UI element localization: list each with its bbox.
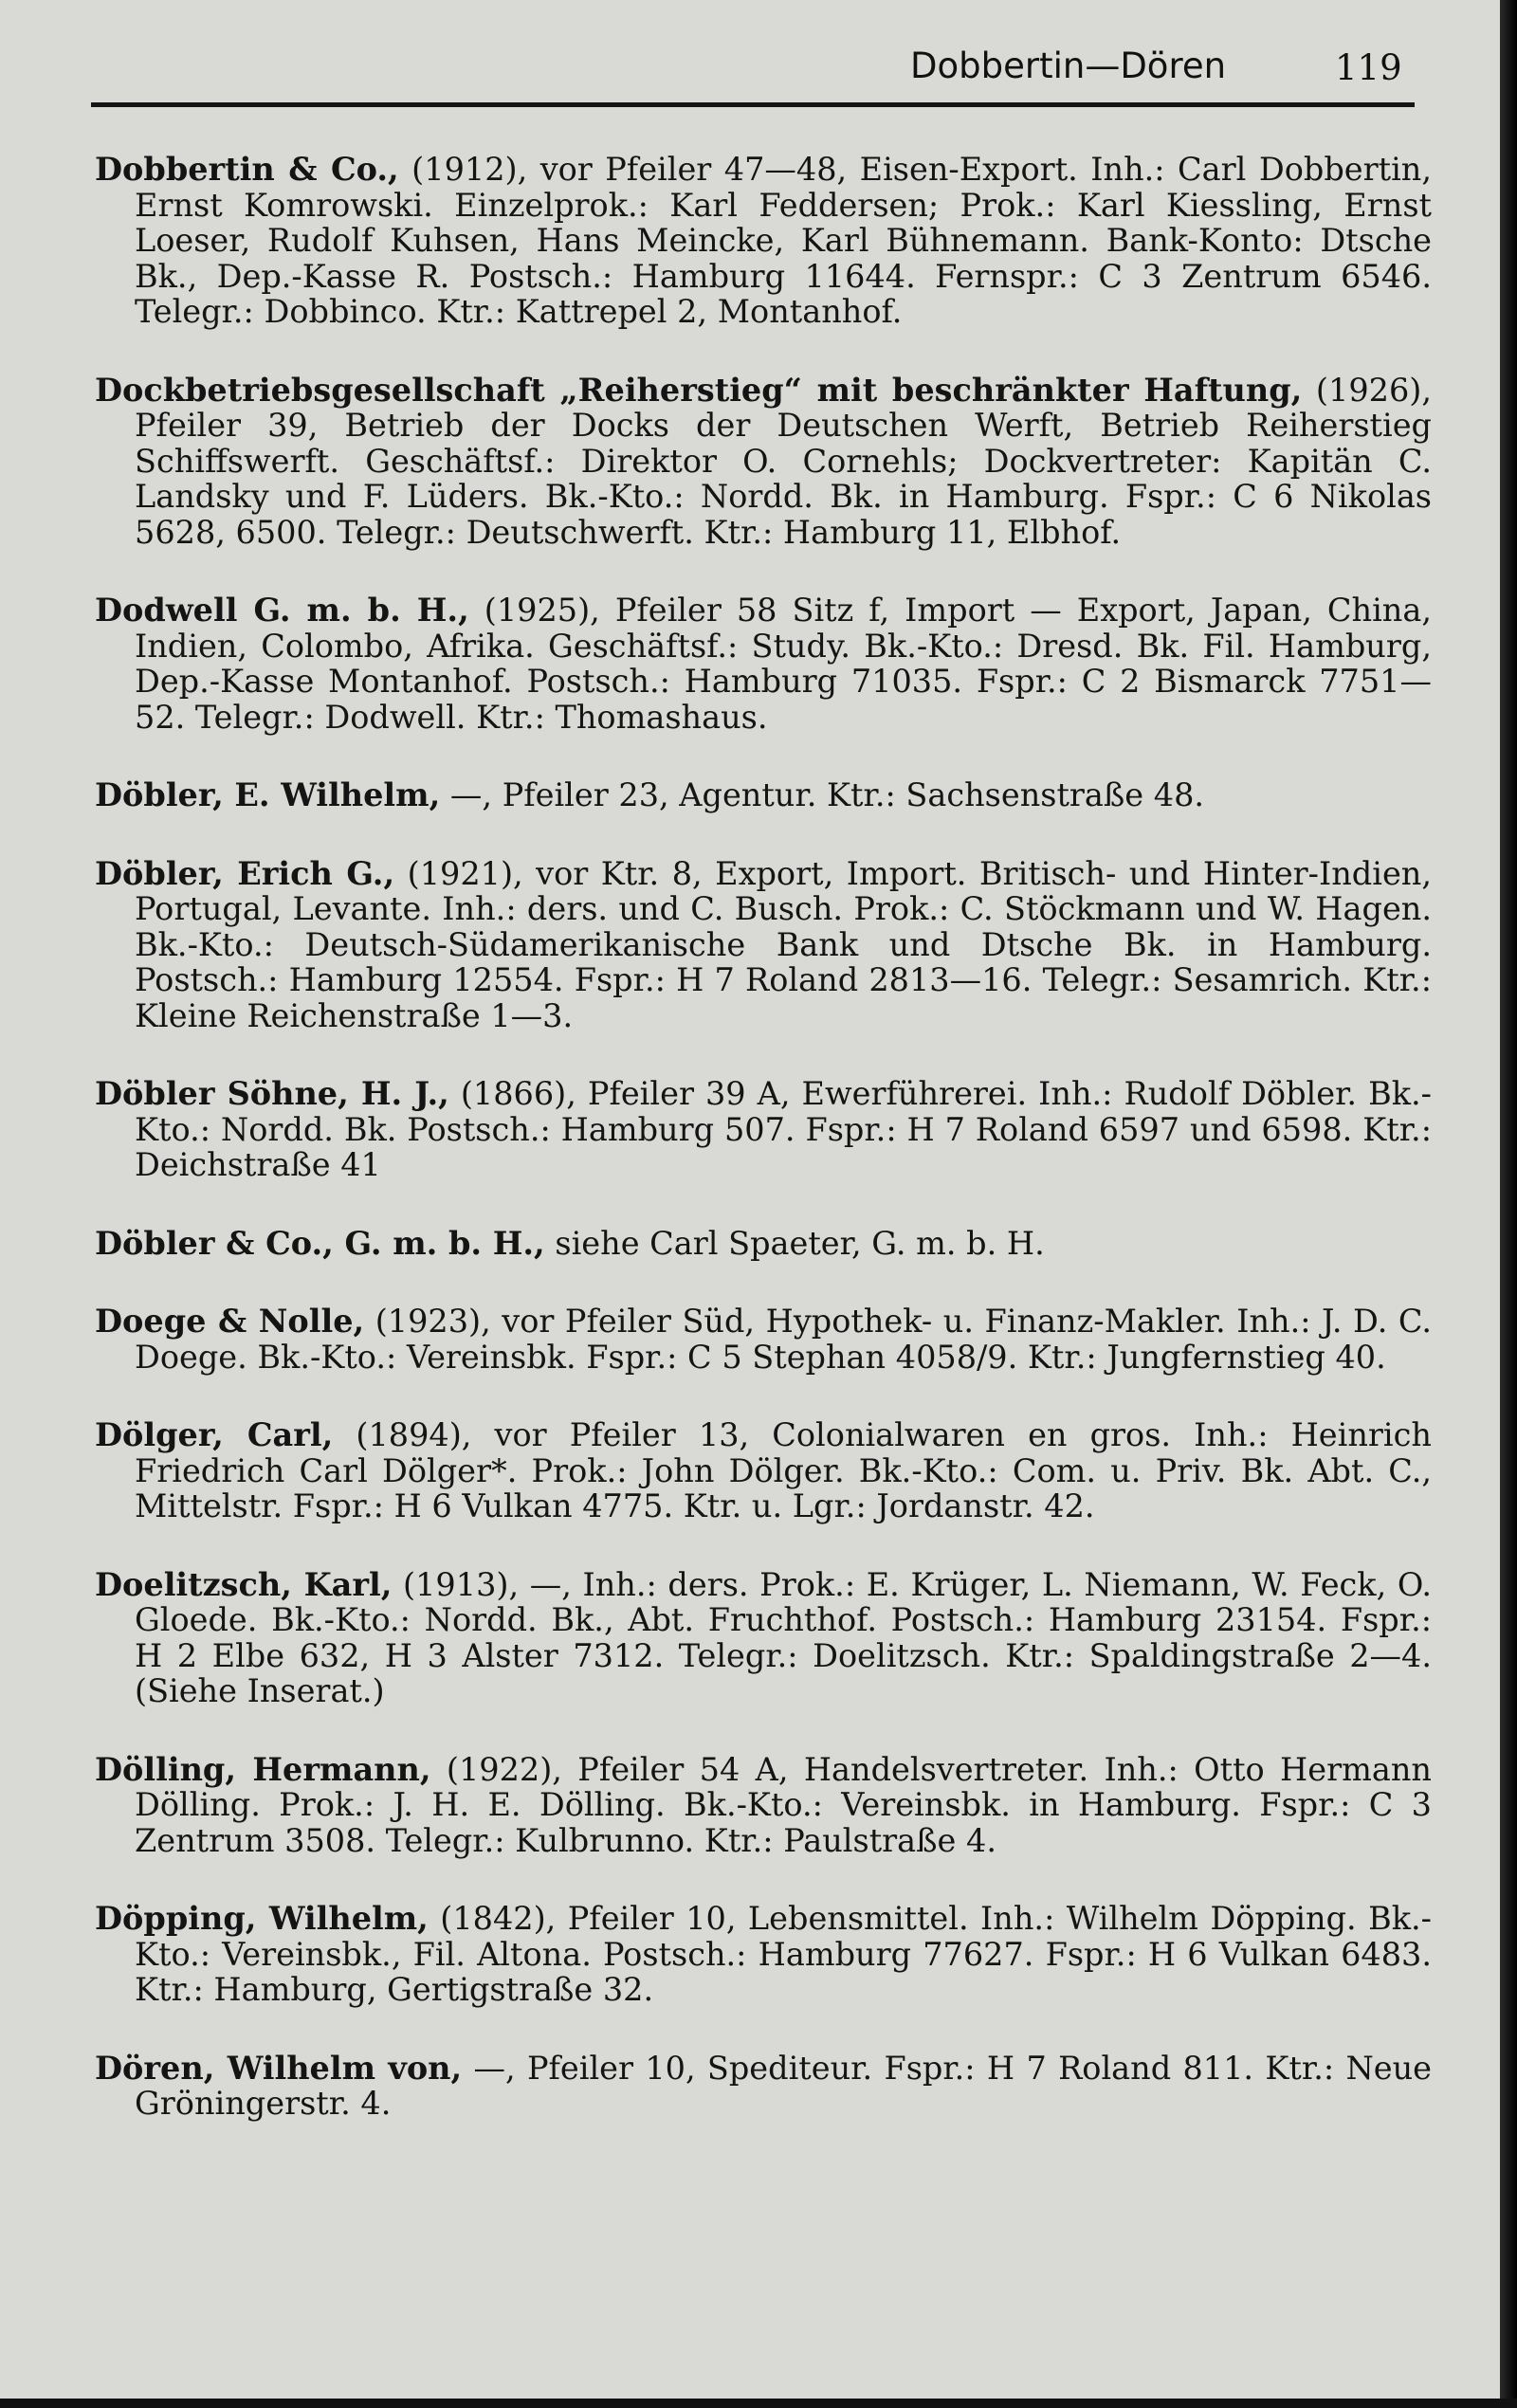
page-edge-shadow (1500, 0, 1517, 2408)
directory-entry (95, 593, 1432, 735)
entry-name: Doege & Nolle, (95, 1303, 365, 1340)
entry-text: (1912), vor Pfeiler 47—48, Eisen-Export. Inh.: Carl Dobbertin, Ernst Komrowski. Einzelprok.: Karl Feddersen; Prok.: Karl Kiessling, Ernst Loeser, Rudolf Kuhsen, Hans Meincke, Karl Bühnemann. Bank-Konto: Dtsche Bk., Dep.-Kasse R. Postsch.: Hamburg 11644. Fernspr.: C 3 Zentrum 6546. Telegr.: Dobbinco. Ktr.: Kattrepel 2, Montanhof. (135, 151, 1433, 330)
directory-entry (95, 1304, 1432, 1375)
directory-entry (95, 1076, 1432, 1183)
page-number: 119 (1335, 47, 1402, 88)
directory-entry (95, 373, 1432, 551)
entry-text: (1926), Pfeiler 39, Betrieb der Docks der Deutschen Werft, Betrieb Reiherstieg Schiffswerft. Geschäftsf.: Direktor O. Cornehls; Dockvertreter: Kapitän C. Landsky und F. Lüders. Bk.-Kto.: Nordd. Bk. in Hamburg. Fspr.: C 6 Nikolas 5628, 6500. Telegr.: Deutschwerft. Ktr.: Hamburg 11, Elbhof. (135, 371, 1432, 551)
entry-text: (1921), vor Ktr. 8, Export, Import. Britisch- und Hinter-Indien, Portugal, Levante. Inh.: ders. und C. Busch. Prok.: C. Stöckmann und W. Hagen. Bk.-Kto.: Deutsch-Südamerikanische Bank und Dtsche Bk. in Hamburg. Postsch.: Hamburg 12554. Fspr.: H 7 Roland 2813—16. Telegr.: Sesamrich. Ktr.: Kleine Reichenstraße 1—3. (135, 854, 1432, 1034)
entry-text: (1894), vor Pfeiler 13, Colonialwaren en gros. Inh.: Heinrich Friedrich Carl Dölger*. Prok.: John Dölger. Bk.-Kto.: Com. u. Priv. Bk. Abt. C., Mittelstr. Fspr.: H 6 Vulkan 4775. Ktr. u. Lgr.: Jordanstr. 42. (135, 1416, 1432, 1524)
directory-entry (95, 856, 1432, 1034)
entry-name: Dören, Wilhelm von, (95, 2049, 463, 2087)
entry-text: siehe Carl Spaeter, G. m. b. H. (544, 1224, 1045, 1262)
entry-text: (1913), —, Inh.: ders. Prok.: E. Krüger, L. Niemann, W. Feck, O. Gloede. Bk.-Kto.: Nordd. Bk., Abt. Fruchthof. Postsch.: Hamburg 23154. Fspr.: H 2 Elbe 632, H 3 Alster 7312. Telegr.: Doelitzsch. Ktr.: Spaldingstraße 2—4. (Siehe Inserat.) (135, 1565, 1432, 1709)
entry-name: Doelitzsch, Karl, (95, 1565, 393, 1603)
directory-entry (95, 2051, 1432, 2122)
entry-name: Döbler, Erich G., (95, 854, 395, 892)
directory-entry (95, 1901, 1432, 2008)
entry-name: Dobbertin & Co., (95, 151, 399, 188)
entry-text: (1866), Pfeiler 39 A, Ewerführerei. Inh.: Rudolf Döbler. Bk.-Kto.: Nordd. Bk. Postsch.: Hamburg 507. Fspr.: H 7 Roland 6597 und 6598. Ktr.: Deichstraße 41 (135, 1075, 1432, 1183)
entry-name: Döbler & Co., G. m. b. H., (95, 1224, 545, 1262)
entry-text: —, Pfeiler 10, Spediteur. Fspr.: H 7 Roland 811. Ktr.: Neue Gröningerstr. 4. (135, 2049, 1432, 2122)
entry-text: (1923), vor Pfeiler Süd, Hypothek- u. Finanz-Makler. Inh.: J. D. C. Doege. Bk.-Kto.: Vereinsbk. Fspr.: C 5 Stephan 4058/9. Ktr.: Jungfernstieg 40. (135, 1303, 1432, 1376)
entry-text: (1922), Pfeiler 54 A, Handelsvertreter. Inh.: Otto Hermann Dölling. Prok.: J. H. E. Dölling. Bk.-Kto.: Vereinsbk. in Hamburg. Fspr.: C 3 Zentrum 3508. Telegr.: Kulbrunno. Ktr.: Paulstraße 4. (135, 1750, 1432, 1859)
entry-list (95, 152, 1432, 2122)
directory-entry (95, 777, 1432, 813)
entry-name: Dockbetriebsgesellschaft „Reiherstieg“ mit beschränkter Haftung, (95, 371, 1303, 409)
entry-text: (1925), Pfeiler 58 Sitz f, Import — Export, Japan, China, Indien, Colombo, Afrika. Geschäftsf.: Study. Bk.-Kto.: Dresd. Bk. Fil. Hamburg, Dep.-Kasse Montanhof. Postsch.: Hamburg 71035. Fspr.: C 2 Bismarck 7751—52. Telegr.: Dodwell. Ktr.: Thomashaus. (135, 592, 1433, 736)
entry-name: Döpping, Wilhelm, (95, 1900, 429, 1937)
directory-entry (95, 1567, 1432, 1709)
entry-name: Döbler, E. Wilhelm, (95, 776, 441, 813)
running-head: Dobbertin—Dören (910, 46, 1227, 86)
entry-text: —, Pfeiler 23, Agentur. Ktr.: Sachsenstraße 48. (440, 776, 1205, 813)
directory-entry (95, 1226, 1432, 1262)
directory-entry (95, 1417, 1432, 1524)
entry-name: Dodwell G. m. b. H., (95, 592, 469, 629)
directory-entry (95, 1752, 1432, 1859)
page-bottom-edge (0, 2399, 1517, 2408)
entry-name: Dölling, Hermann, (95, 1750, 431, 1788)
directory-entry (95, 152, 1432, 330)
header-rule (91, 102, 1415, 107)
entry-text: (1842), Pfeiler 10, Lebensmittel. Inh.: Wilhelm Döpping. Bk.-Kto.: Vereinsbk., Fil. Altona. Postsch.: Hamburg 77627. Fspr.: H 6 Vulkan 6483. Ktr.: Hamburg, Gertigstraße 32. (135, 1900, 1432, 2008)
entry-name: Dölger, Carl, (95, 1416, 334, 1453)
entry-name: Döbler Söhne, H. J., (95, 1075, 449, 1112)
